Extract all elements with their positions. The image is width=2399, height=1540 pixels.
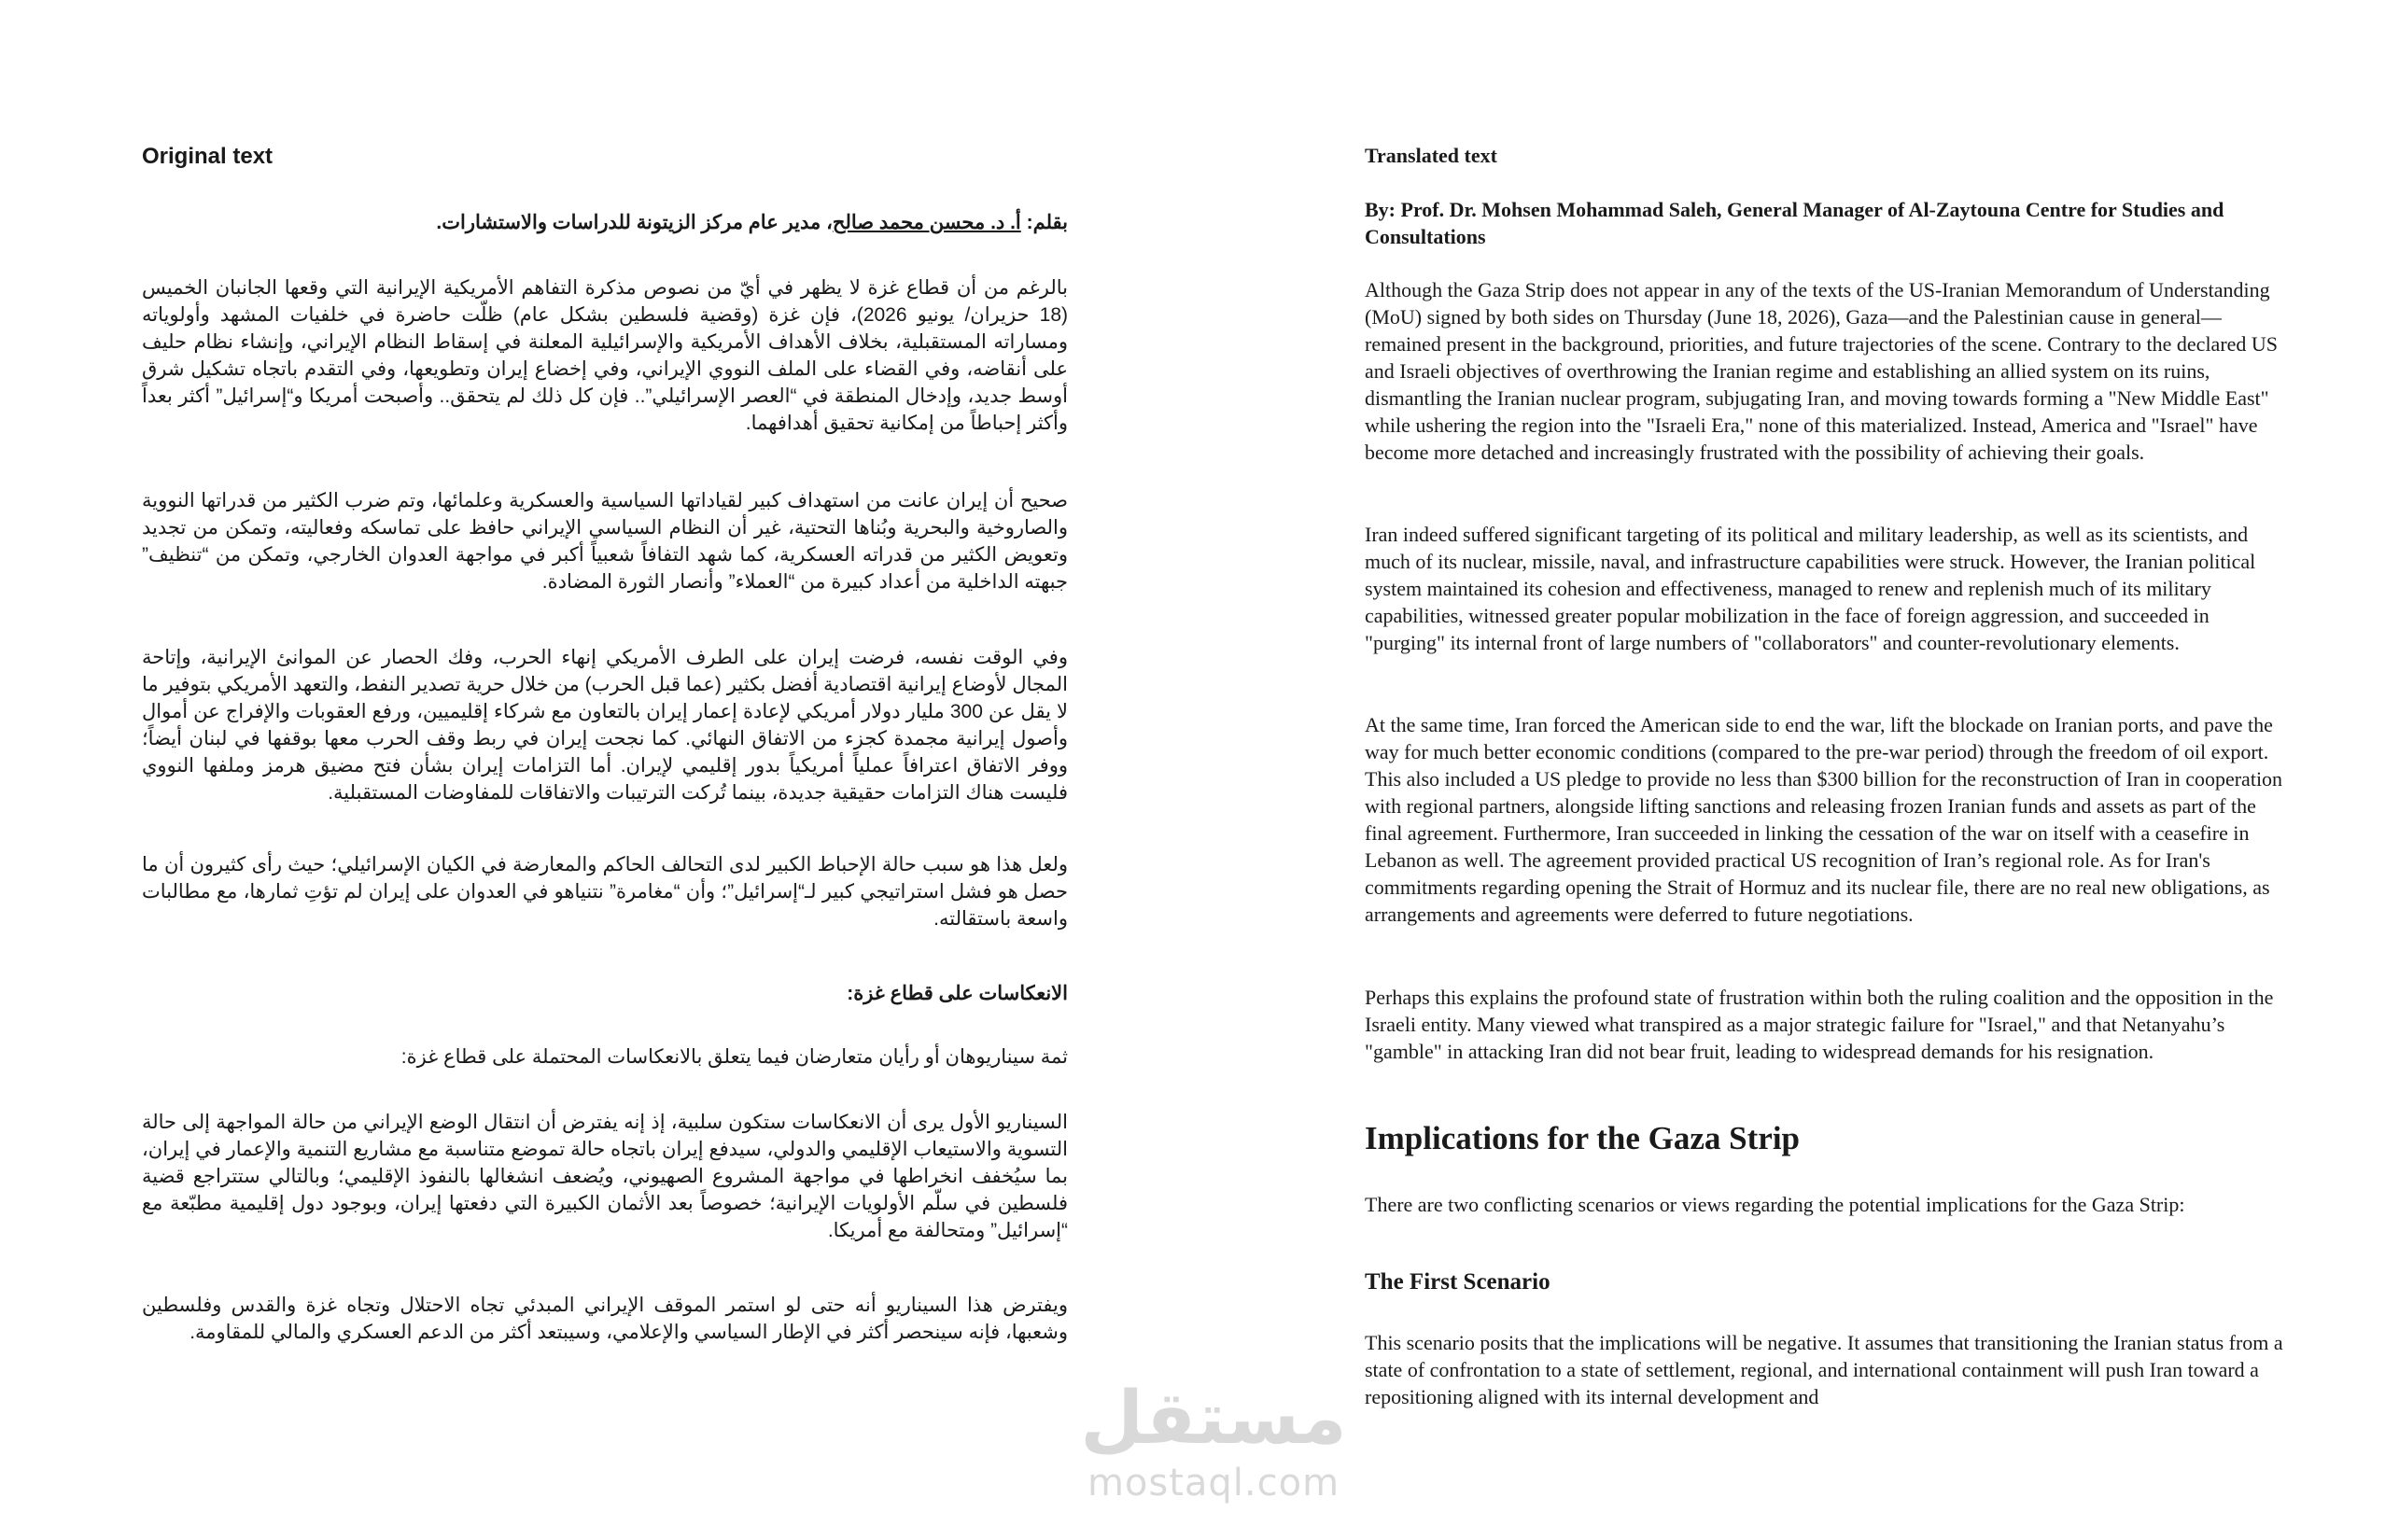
arabic-paragraph-3: وفي الوقت نفسه، فرضت إيران على الطرف الأمريكي إنهاء الحرب، وفك الحصار عن الموانئ الإيرانية، وإتاحة المجال لأوضاع إيرانية اقتصادية أفضل بكثير (عما قبل الحرب) من خلال حرية تصدير النفط، والتعهد الأمريكي بتوفير ما لا يقل عن 300 مليار دولار أمريكي لإعادة إعمار إيران بالتعاون مع شركاء إقليميين، ورفع العقوبات والإفراج عن أموال وأصول إيرانية مجمدة كجزء من الاتفاق النهائي. كما نجحت إيران في ربط وقف الحرب معها بوقفها في لبنان أيضاً؛ ووفر الاتفاق اعترافاً عملياً أمريكياً بدور إقليمي لإيران. أما التزامات إيران بشأن فتح مضيق هرمز وملفها النووي فليست هناك التزامات حقيقية جديدة، بينما تُركت الترتيبات والاتفاقات للمفاوضات المستقبلية. xyxy=(142,647,1068,804)
mostaql-logo-text: مستقل xyxy=(1080,1377,1347,1460)
english-paragraph-3: At the same time, Iran forced the American side to end the war, lift the blockade on Iranian ports, and pave the way for much better economic conditions (compared to the pre-war period) through the freedom of oil export. This also included a US pledge to provide no less than $300 billion for the reconstruction of Iran in cooperation with regional partners, alongside lifting sanctions and releasing frozen Iranian funds and assets as part of the final agreement. Furthermore, Iran succeeded in linking the cessation of the war on itself with a ceasefire in Lebanon as well. The agreement provided practical US recognition of Iran’s regional role. As for Iran's commitments regarding opening the Strait of Hormuz and its nuclear file, there are no real new obligations, as arrangements and agreements were deferred to future negotiations. xyxy=(1365,713,2283,926)
arabic-byline-name: أ. د. محسن محمد صالح xyxy=(832,212,1021,233)
arabic-paragraph-1: بالرغم من أن قطاع غزة لا يظهر في أيّ من نصوص مذكرة التفاهم الأمريكية الإيرانية التي وقعها الجانبان الخميس (18 حزيران/ يونيو 2026)، فإن غزة (وقضية فلسطين بشكل عام) ظلّت حاضرة في خلفيات المشهد وأولوياته ومساراته المستقبلية، بخلاف الأهداف الأمريكية والإسرائيلية المعلنة في إسقاط النظام الإيراني، وإنشاء نظام حليف على أنقاضه، وفي القضاء على الملف النووي الإيراني، وفي إخضاع إيران وتطويعها، وفي التقدم باتجاه تشكيل شرق أوسط جديد، وإدخال المنطقة في “العصر الإسرائيلي”.. فإن كل ذلك لم يتحقق.. وأصبحت أمريكا و“إسرائيل” أكثر بعداً وأكثر إحباطاً من إمكانية تحقيق أهدافهما. xyxy=(142,277,1068,434)
english-section-heading: Implications for the Gaza Strip xyxy=(1365,1120,1801,1156)
arabic-byline xyxy=(142,209,1068,236)
english-paragraph-2: Iran indeed suffered significant targeting of its political and military leadership, as well as its scientists, and much of its nuclear, missile, naval, and infrastructure capabilities were struck. However, the Iranian political system maintained its cohesion and effectiveness, managed to renew and replenish much of its military capabilities, witnessed greater popular mobilization in the face of foreign aggression, and succeeded in "purging" its internal front of large numbers of "collaborators" and counter-revolutionary elements. xyxy=(1365,523,2256,654)
mostaql-logo-icon xyxy=(1045,1370,1382,1460)
arabic-paragraph-6: السيناريو الأول يرى أن الانعكاسات ستكون سلبية، إذ إنه يفترض أن انتقال الوضع الإيراني من حالة المواجهة إلى حالة التسوية والاستيعاب الإقليمي والدولي، سيدفع إيران باتجاه حالة تموضع متناسبة مع مشاريع التنمية والإعمار في إيران، بما سيُخفف انخراطها في مواجهة المشروع الصهيوني، ويُضعف انشغالها بالنفوذ الإقليمي؛ وبالتالي ستتراجع قضية فلسطين في سلّم الأولويات الإيرانية؛ خصوصاً بعد الأثمان الكبيرة التي دفعتها إيران، وبوجود دول إقليمية مطبّعة مع “إسرائيل” ومتحالفة مع أمريكا. xyxy=(142,1112,1068,1241)
english-byline: By: Prof. Dr. Mohsen Mohammad Saleh, General Manager of Al-Zaytouna Centre for Studies and Consultations xyxy=(1365,198,2224,248)
english-paragraph-4: Perhaps this explains the profound state of frustration within both the ruling coalition and the opposition in the Israeli entity. Many viewed what transpired as a major strategic failure for "Israel," and that Netanyahu’s "gamble" in attacking Iran did not bear fruit, leading to widespread demands for his resignation. xyxy=(1365,986,2274,1063)
arabic-byline-prefix: بقلم: xyxy=(1020,212,1068,233)
arabic-paragraph-4: ولعل هذا هو سبب حالة الإحباط الكبير لدى التحالف الحاكم والمعارضة في الكيان الإسرائيلي؛ حيث رأى كثيرون أن ما حصل هو فشل استراتيجي كبير لـ“إسرائيل”؛ وأن “مغامرة” نتنياهو في العدوان على إيران لم تؤتِ ثمارها، مع مطالبات واسعة باستقالته. xyxy=(142,854,1068,930)
arabic-section-heading: الانعكاسات على قطاع غزة: xyxy=(847,983,1068,1004)
arabic-paragraph-2: صحيح أن إيران عانت من استهداف كبير لقياداتها السياسية والعسكرية وعلمائها، وتم ضرب الكثير من قدراتها النووية والصاروخية والبحرية وبُناها التحتية، غير أن النظام السياسي الإيراني حافظ على تماسكه وفعاليته، وتمكن من تجديد وتعويض الكثير من قدراته العسكرية، كما شهد التفافاً شعبياً أكبر في مواجهة العدوان الخارجي، وتمكن من “تنظيف” جبهته الداخلية من أعداد كبيرة من “العملاء” وأنصار الثورة المضادة. xyxy=(142,490,1068,593)
arabic-byline-suffix: ، مدير عام مركز الزيتونة للدراسات والاستشارات. xyxy=(436,212,833,233)
original-text-heading: Original text xyxy=(142,144,274,169)
arabic-paragraph-7: ويفترض هذا السيناريو أنه حتى لو استمر الموقف الإيراني المبدئي تجاه الاحتلال وتجاه غزة والقدس وفلسطين وشعبها، فإنه سينحصر أكثر في الإطار السياسي والإعلامي، وسيبتعد أكثر من الدعم العسكري والمالي للمقاومة. xyxy=(142,1295,1068,1343)
english-subheading: The First Scenario xyxy=(1365,1269,1550,1295)
mostaql-site-text: mostaql.com xyxy=(1087,1462,1340,1505)
english-paragraph-1: Although the Gaza Strip does not appear in any of the texts of the US-Iranian Memorandum of Understanding (MoU) signed by both sides on Thursday (June 18, 2026), Gaza—and the Palestinian cause in general—remained present in the background, priorities, and future trajectories of the scene. Contrary to the declared US and Israeli objectives of overthrowing the Iranian regime and establishing an allied system on its ruins, dismantling the Iranian nuclear program, subjugating Iran, and moving towards forming a "New Middle East" while ushering the region into the "Israeli Era," none of this materialized. Instead, America and "Israel" have become more detached and increasingly frustrated with the possibility of achieving their goals. xyxy=(1365,278,2279,464)
arabic-paragraph-5: ثمة سيناريوهان أو رأيان متعارضان فيما يتعلق بالانعكاسات المحتملة على قطاع غزة: xyxy=(400,1046,1068,1068)
mostaql-watermark xyxy=(1045,1370,1382,1505)
english-paragraph-6: This scenario posits that the implications will be negative. It assumes that transitioning the Iranian status from a state of confrontation to a state of settlement, regional, and international containment will push Iran toward a repositioning aligned with its internal development and xyxy=(1365,1331,2283,1408)
translated-text-heading: Translated text xyxy=(1365,144,1497,167)
english-paragraph-5: There are two conflicting scenarios or views regarding the potential implications for the Gaza Strip: xyxy=(1365,1193,2185,1216)
